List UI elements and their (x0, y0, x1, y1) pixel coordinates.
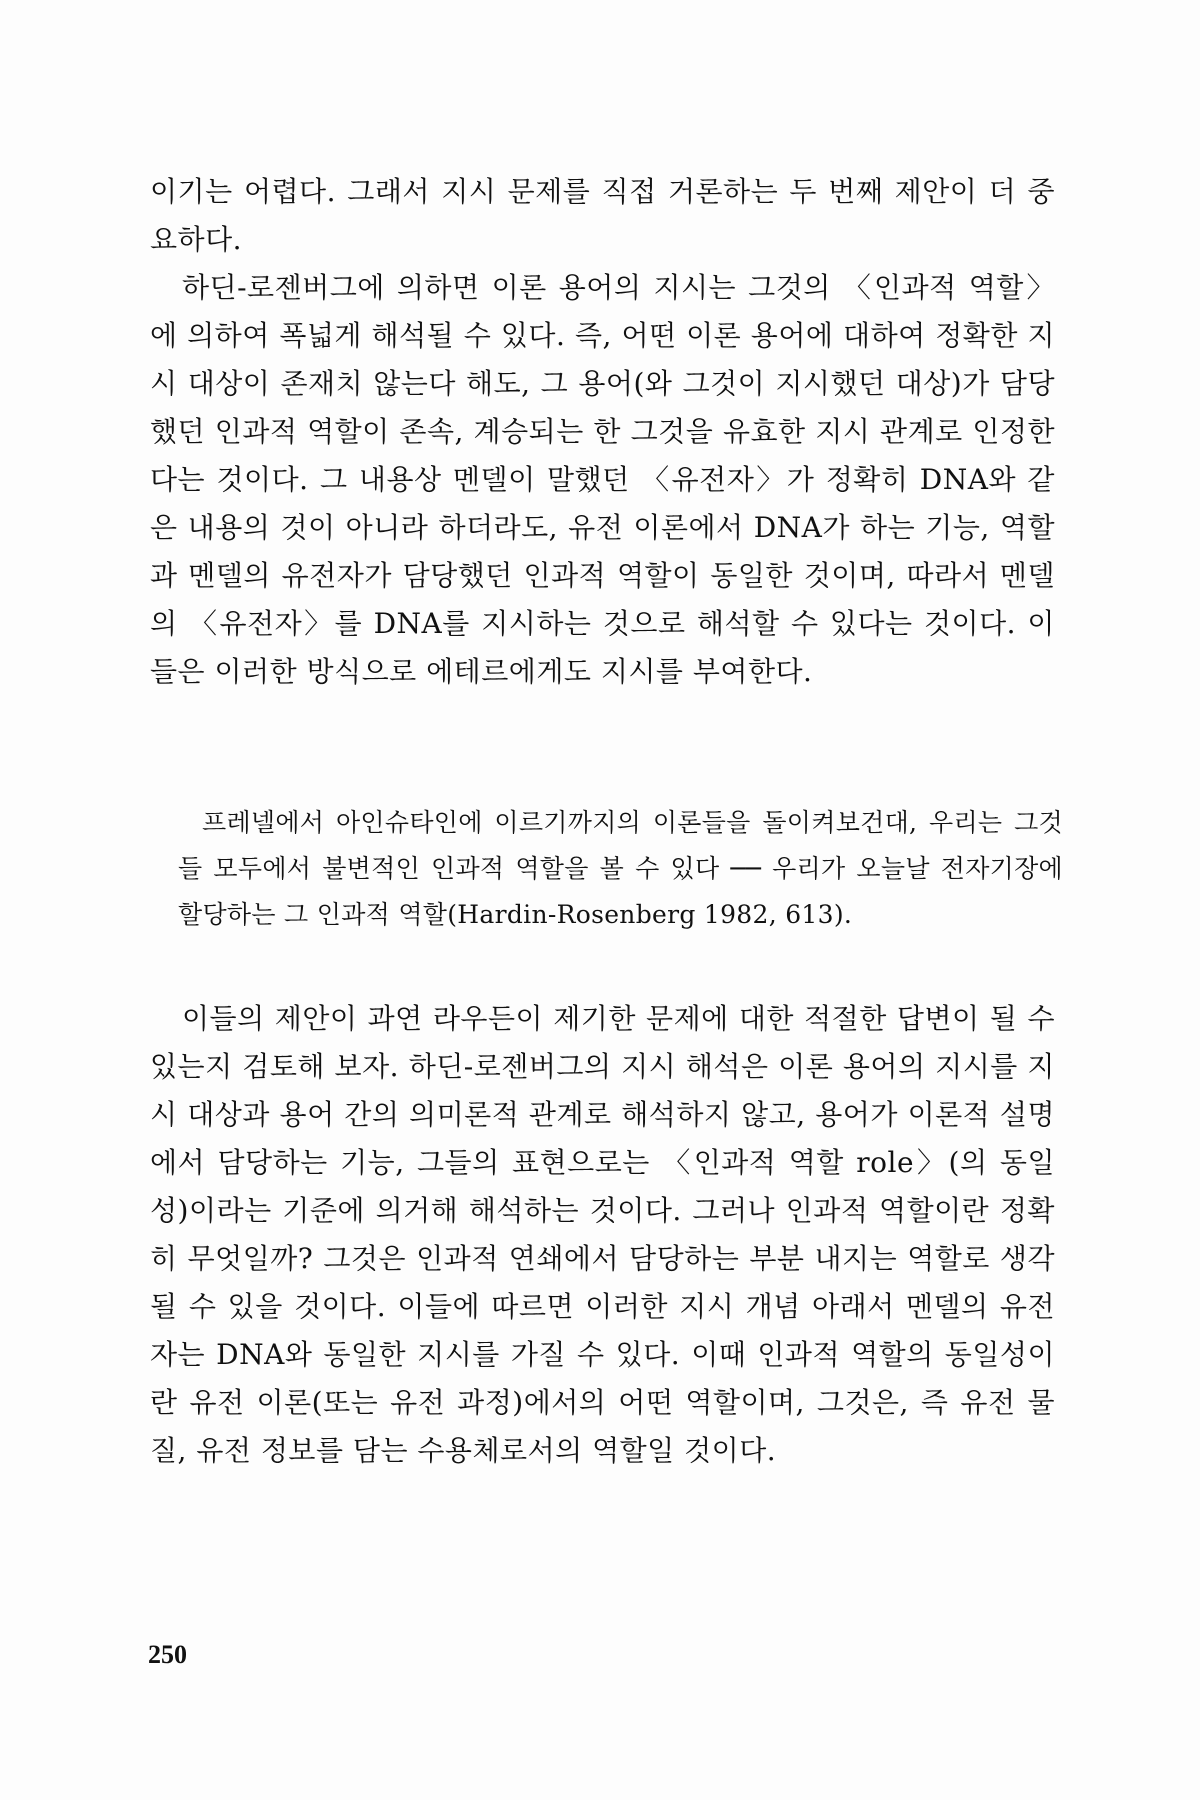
paragraph: 이들의 제안이 과연 라우든이 제기한 문제에 대한 적절한 답변이 될 수 있는지 검토해 보자. 하딘-로젠버그의 지시 해석은 이론 용어의 지시를 지시 대상과 용어 간의 의미론적 관계로 해석하지 않고, 용어가 이론적 설명에서 담당하는 기능, 그들의 표현으로는 〈인과적 역할 role〉(의 동일성)이라는 기준에 의거해 해석하는 것이다. 그러나 인과적 역할이란 정확히 무엇일까? 그것은 인과적 연쇄에서 담당하는 부분 내지는 역할로 생각될 수 있을 것이다. 이들에 따르면 이러한 지시 개념 아래서 멘델의 유전자는 DNA와 동일한 지시를 가질 수 있다. 이때 인과적 역할의 동일성이란 유전 이론(또는 유전 과정)에서의 어떤 역할이며, 그것은, 즉 유전 물질, 유전 정보를 담는 수용체로서의 역할일 것이다. (150, 1002, 1055, 1467)
page-number: 250 (148, 1640, 187, 1669)
block-quote (178, 800, 1063, 938)
body-text-bottom (150, 995, 1055, 1475)
paragraph-continuation: 이기는 어렵다. 그래서 지시 문제를 직접 거론하는 두 번째 제안이 더 중요하다. (150, 175, 1055, 256)
paragraph: 하딘-로젠버그에 의하면 이론 용어의 지시는 그것의 〈인과적 역할〉에 의하여 폭넓게 해석될 수 있다. 즉, 어떤 이론 용어에 대하여 정확한 지시 대상이 존재치 않는다 해도, 그 용어(와 그것이 지시했던 대상)가 담당했던 인과적 역할이 존속, 계승되는 한 그것을 유효한 지시 관계로 인정한다는 것이다. 그 내용상 멘델이 말했던 〈유전자〉가 정확히 DNA와 같은 내용의 것이 아니라 하더라도, 유전 이론에서 DNA가 하는 기능, 역할과 멘델의 유전자가 담당했던 인과적 역할이 동일한 것이며, 따라서 멘델의 〈유전자〉를 DNA를 지시하는 것으로 해석할 수 있다는 것이다. 이들은 이러한 방식으로 에테르에게도 지시를 부여한다. (150, 271, 1055, 688)
quote-text: 프레넬에서 아인슈타인에 이르기까지의 이론들을 돌이켜보건대, 우리는 그것들 모두에서 불변적인 인과적 역할을 볼 수 있다 ── 우리가 오늘날 전자기장에 할당하는 그 인과적 역할(Hardin-Rosenberg 1982, 613). (178, 808, 1063, 929)
body-text-top (150, 168, 1055, 696)
